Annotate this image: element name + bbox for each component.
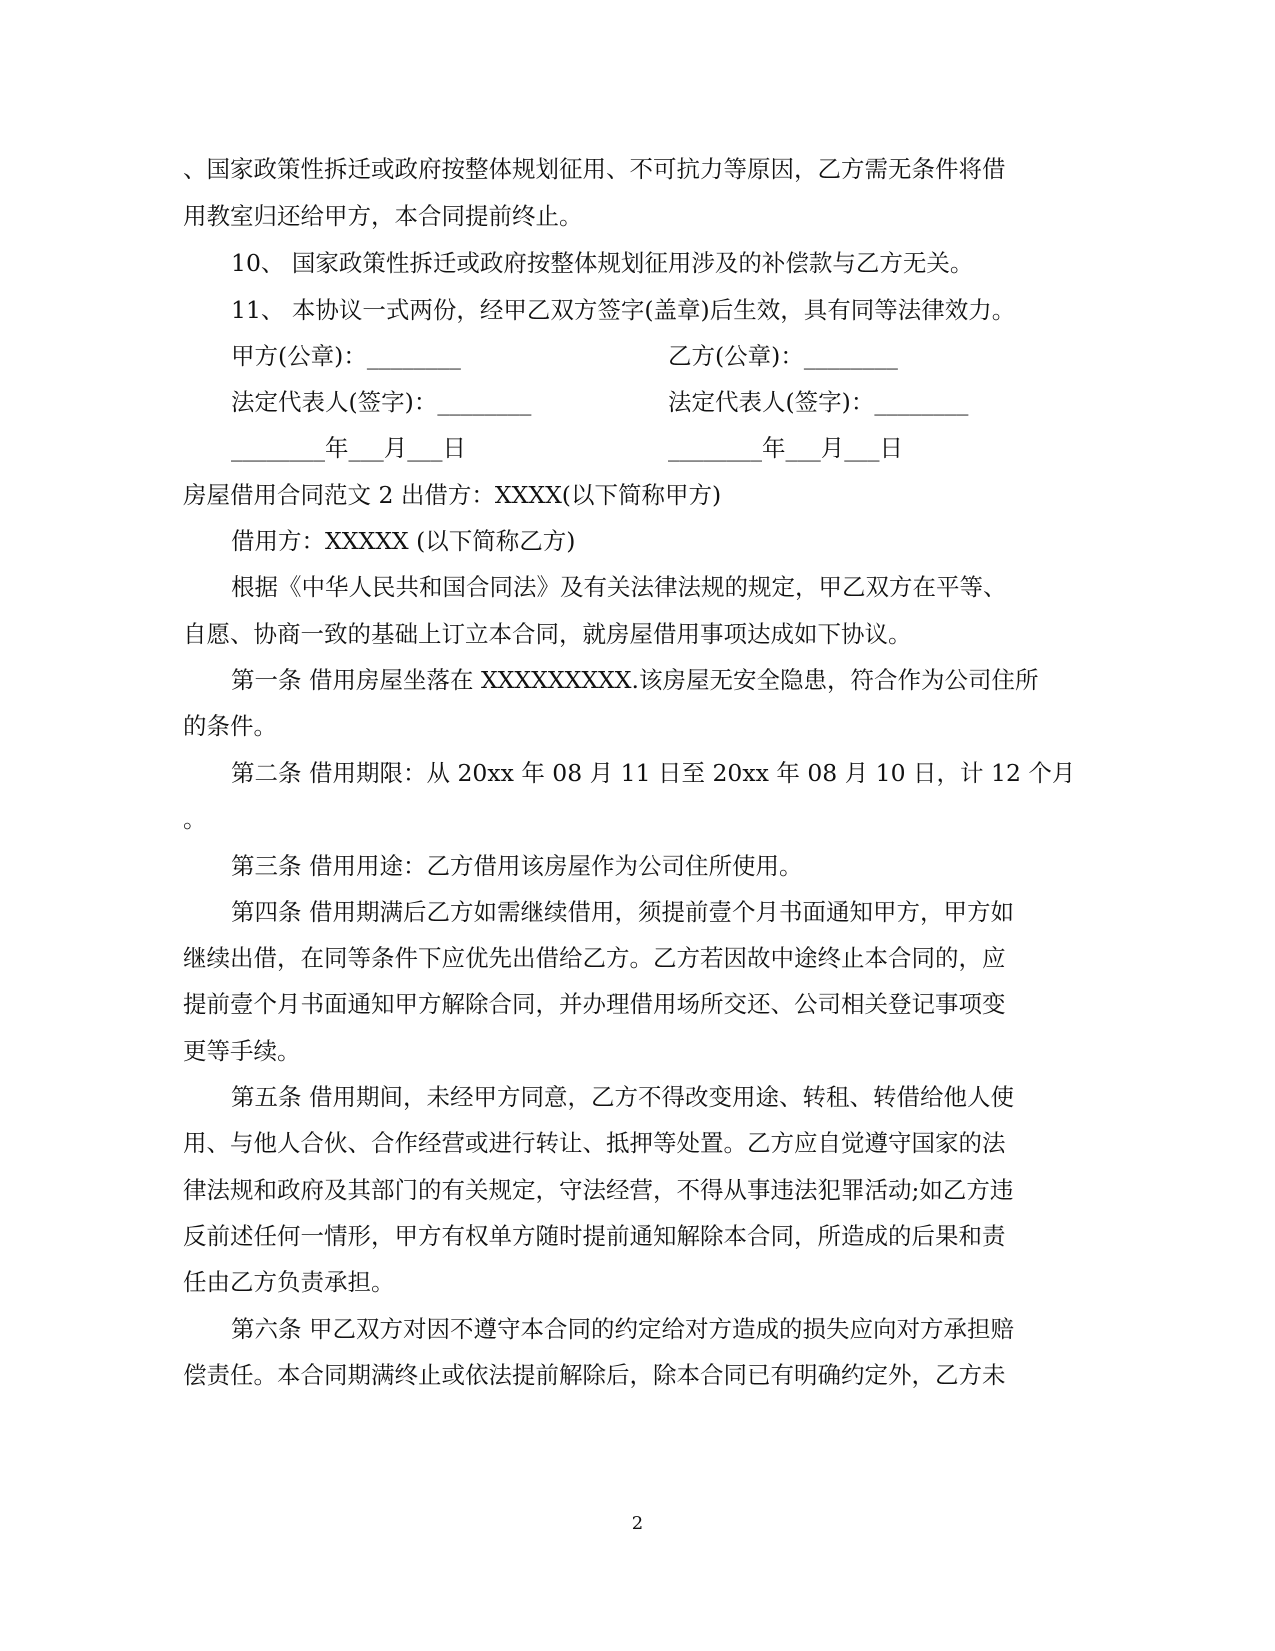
party-a-representative: 法定代表人(签字)：________ (231, 388, 532, 416)
party-b-seal: 乙方(公章)：________ (668, 342, 898, 370)
paragraph-line: 任由乙方负责承担。 (183, 1268, 395, 1296)
party-b-date: ________年___月___日 (668, 434, 903, 462)
paragraph-line: 。 (183, 805, 207, 833)
paragraph-line: 用教室归还给甲方，本合同提前终止。 (183, 202, 583, 230)
contract-title-line: 房屋借用合同范文 2 出借方：XXXX(以下简称甲方) (183, 481, 722, 509)
paragraph-line: 用、与他人合伙、合作经营或进行转让、抵押等处置。乙方应自觉遵守国家的法 (183, 1129, 1006, 1157)
article-5: 第五条 借用期间，未经甲方同意，乙方不得改变用途、转租、转借给他人使 (231, 1083, 1014, 1111)
paragraph-line: 律法规和政府及其部门的有关规定，守法经营，不得从事违法犯罪活动;如乙方违 (183, 1176, 1014, 1204)
paragraph-line: 继续出借，在同等条件下应优先出借给乙方。乙方若因故中途终止本合同的，应 (183, 944, 1006, 972)
article-4: 第四条 借用期满后乙方如需继续借用，须提前壹个月书面通知甲方，甲方如 (231, 898, 1014, 926)
party-b-representative: 法定代表人(签字)：________ (668, 388, 969, 416)
page-number: 2 (631, 1513, 644, 1534)
article-6: 第六条 甲乙双方对因不遵守本合同的约定给对方造成的损失应向对方承担赔 (231, 1315, 1014, 1343)
paragraph-line: 根据《中华人民共和国合同法》及有关法律法规的规定，甲乙双方在平等、 (231, 573, 1007, 601)
party-a-date: ________年___月___日 (231, 434, 466, 462)
paragraph-line: 、国家政策性拆迁或政府按整体规划征用、不可抗力等原因，乙方需无条件将借 (183, 155, 1006, 183)
paragraph-line: 反前述任何一情形，甲方有权单方随时提前通知解除本合同，所造成的后果和责 (183, 1222, 1006, 1250)
article-3: 第三条 借用用途：乙方借用该房屋作为公司住所使用。 (231, 852, 803, 880)
clause-10: 10、 国家政策性拆迁或政府按整体规划征用涉及的补偿款与乙方无关。 (231, 249, 974, 277)
party-a-seal: 甲方(公章)：________ (231, 342, 461, 370)
paragraph-line: 自愿、协商一致的基础上订立本合同，就房屋借用事项达成如下协议。 (183, 620, 912, 648)
borrower-line: 借用方：XXXXX (以下简称乙方) (231, 527, 576, 555)
clause-11: 11、 本协议一式两份，经甲乙双方签字(盖章)后生效，具有同等法律效力。 (231, 296, 1016, 324)
paragraph-line: 偿责任。本合同期满终止或依法提前解除后，除本合同已有明确约定外，乙方未 (183, 1361, 1006, 1389)
article-1: 第一条 借用房屋坐落在 XXXXXXXXX.该房屋无安全隐患，符合作为公司住所 (231, 666, 1039, 694)
paragraph-line: 的条件。 (183, 712, 277, 740)
paragraph-line: 更等手续。 (183, 1037, 301, 1065)
article-2: 第二条 借用期限：从 20xx 年 08 月 11 日至 20xx 年 08 月 10 日，计 12 个月 (231, 759, 1076, 787)
paragraph-line: 提前壹个月书面通知甲方解除合同，并办理借用场所交还、公司相关登记事项变 (183, 990, 1006, 1018)
